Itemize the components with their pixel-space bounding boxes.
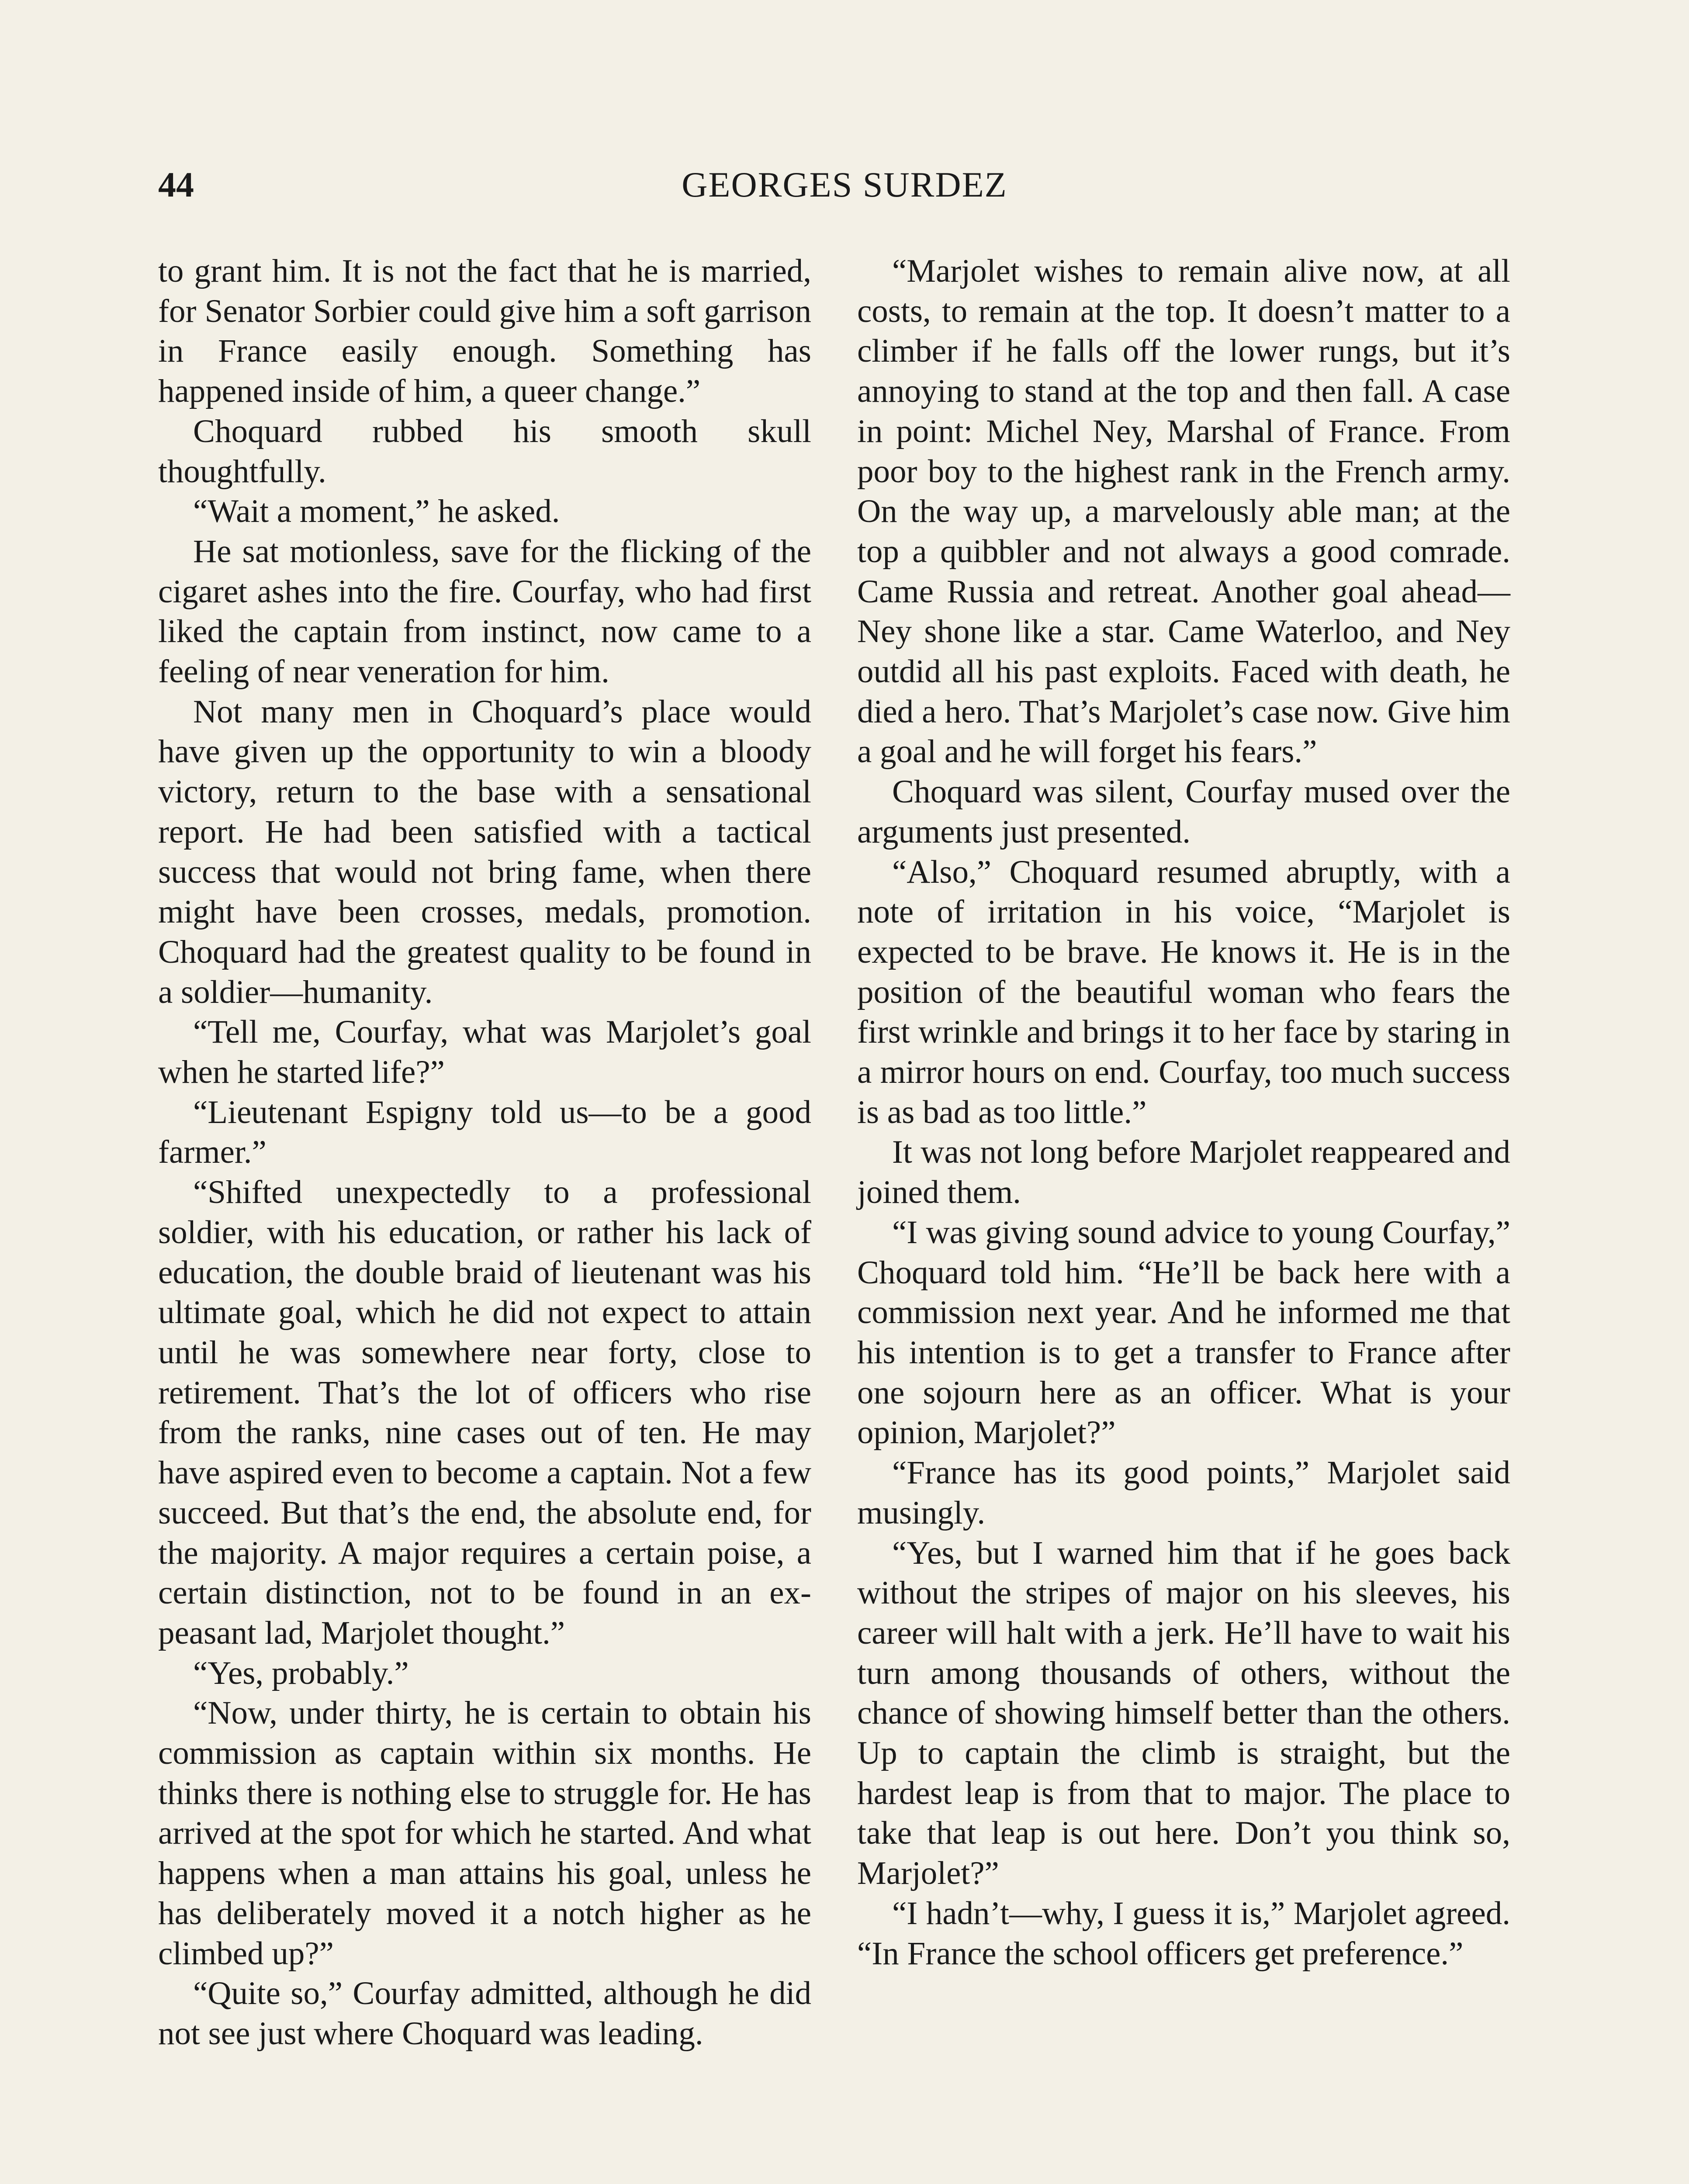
paragraph: “Lieutenant Espigny told us—to be a good farmer.” xyxy=(158,1094,811,1171)
paragraph: “Yes, probably.” xyxy=(193,1655,409,1691)
paragraph: “Tell me, Courfay, what was Marjolet’s goal when he started life?” xyxy=(158,1014,811,1091)
page-number: 44 xyxy=(158,165,194,204)
paragraph: Choquard rubbed his smooth skull thoughtfully. xyxy=(158,413,811,490)
paragraph: “Now, under thirty, he is certain to obtain his commission as captain within six months. He thinks there is nothing else to struggle for. He has arrived at the spot for which he started. And what happens when a man attains his goal, unless he has deliberately moved it a notch higher as he climbed up?” xyxy=(158,1695,811,1972)
paragraph: “Quite so,” Courfay admitted, although he did not see just where Choquard was leading. xyxy=(158,1975,811,2052)
paragraph: “Wait a moment,” he asked. xyxy=(193,493,560,530)
paragraph: to grant him. It is not the fact that he is married, for Senator Sorbier could give him a soft garrison in France easily enough. Something has happened inside of him, a queer change.” xyxy=(158,253,811,410)
paragraph: “Also,” Choquard resumed abruptly, with a note of irritation in his voice, “Marjolet is expected to be brave. He knows it. He is in the position of the beautiful woman who fears the first wrinkle and brings it to her face by staring in a mirror hours on end. Courfay, too much success is as bad as too little.” xyxy=(857,854,1510,1130)
paragraph: “I was giving sound advice to young Courfay,” Choquard told him. “He’ll be back here with a commission next year. And he informed me that his intention is to get a transfer to France after one sojourn here as an officer. What is your opinion, Marjolet?” xyxy=(857,1214,1510,1451)
paragraph: Not many men in Choquard’s place would have given up the opportunity to win a bloody victory, return to the base with a sensational report. He had been satisfied with a tactical success that would not bring fame, when there might have been crosses, medals, promotion. Choquard had the greatest quality to be found in a soldier—humanity. xyxy=(158,693,811,1010)
paragraph: “I hadn’t—why, I guess it is,” Marjolet agreed. “In France the school officers get preference.” xyxy=(857,1895,1510,1972)
paragraph: He sat motionless, save for the flicking of the cigaret ashes into the fire. Courfay, who had first liked the captain from instinct, now came to a feeling of near veneration for him. xyxy=(158,533,811,690)
paragraph: “Yes, but I warned him that if he goes back without the stripes of major on his sleeves, his career will halt with a jerk. He’ll have to wait his turn among thousands of others, without the chance of showing himself better than the others. Up to captain the climb is straight, but the hardest leap is from that to major. The place to take that leap is out here. Don’t you think so, Marjolet?” xyxy=(857,1534,1510,1892)
paragraph: It was not long before Marjolet reappeared and joined them. xyxy=(857,1134,1510,1211)
paragraph: “France has its good points,” Marjolet said musingly. xyxy=(857,1455,1510,1531)
right-column xyxy=(857,251,1510,1973)
paragraph: “Marjolet wishes to remain alive now, at all costs, to remain at the top. It doesn’t matter to a climber if he falls off the lower rungs, but it’s annoying to stand at the top and then fall. A case in point: Michel Ney, Marshal of France. From poor boy to the highest rank in the French army. On the way up, a marvelously able man; at the top a quibbler and not always a good comrade. Came Russia and retreat. Another goal ahead—Ney shone like a star. Came Waterloo, and Ney outdid all his past exploits. Faced with death, he died a hero. That’s Marjolet’s case now. Give him a goal and he will forget his fears.” xyxy=(857,253,1510,770)
left-column xyxy=(158,251,811,2054)
running-head: GEORGES SURDEZ xyxy=(682,165,1007,204)
paragraph: “Shifted unexpectedly to a professional soldier, with his education, or rather his lack of education, the double braid of lieutenant was his ultimate goal, which he did not expect to attain until he was somewhere near forty, close to retirement. That’s the lot of officers who rise from the ranks, nine cases out of ten. He may have aspired even to become a captain. Not a few succeed. But that’s the end, the absolute end, for the majority. A major requires a certain poise, a certain distinction, not to be found in an ex-peasant lad, Marjolet thought.” xyxy=(158,1174,811,1651)
paragraph: Choquard was silent, Courfay mused over the arguments just presented. xyxy=(857,774,1510,850)
